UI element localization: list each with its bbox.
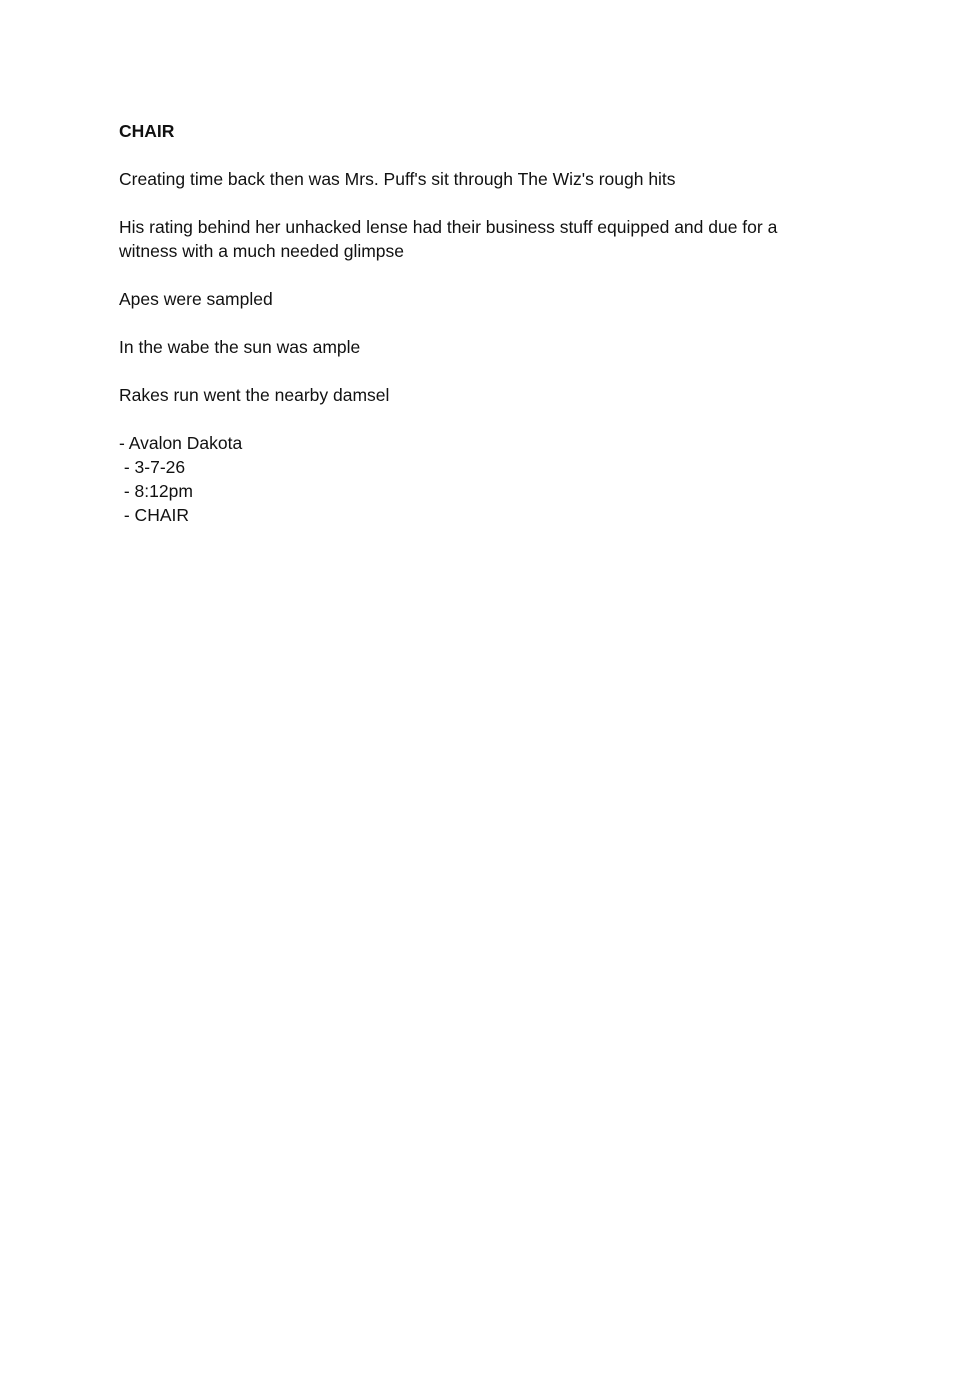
document-page [119, 119, 839, 527]
signature-title: - CHAIR [119, 505, 189, 525]
signature-date: - 3-7-26 [119, 457, 186, 477]
paragraph: His rating behind her unhacked lense had their business stuff equipped and due for a witness with a much needed glimpse [119, 217, 778, 261]
paragraph: Apes were sampled [119, 289, 273, 309]
paragraph: In the wabe the sun was ample [119, 337, 361, 357]
paragraph: Creating time back then was Mrs. Puff's sit through The Wiz's rough hits [119, 169, 676, 189]
document-title: CHAIR [119, 121, 175, 141]
paragraph: Rakes run went the nearby damsel [119, 385, 390, 405]
signature-author: - Avalon Dakota [119, 433, 243, 453]
signature-time: - 8:12pm [119, 481, 193, 501]
signature-block [119, 431, 839, 527]
